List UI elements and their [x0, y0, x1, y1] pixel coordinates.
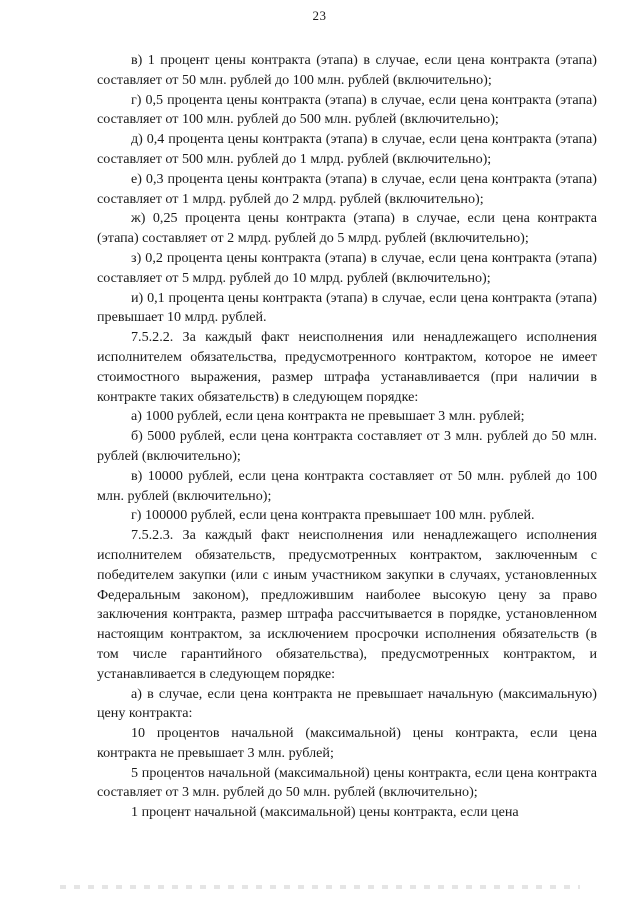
- clause-b-5000-rub: б) 5000 рублей, если цена контракта составляет от 3 млн. рублей до 50 млн. рублей (включительно);: [97, 428, 597, 464]
- section-7-5-2-3: 7.5.2.3. За каждый факт неисполнения или ненадлежащего исполнения исполнителем обязательств, предусмотренных контрактом, заключенным с победителем закупки (или с иным участником закупки в случаях, установленных Федеральным законом), предложившим наиболее высокую цену за право заключения контракта, размер штрафа рассчитывается в порядке, установленном настоящим контрактом, за исключением просрочки исполнения обязательств (в том числе гарантийного обязательства), предусмотренных контрактом, и устанавливается в следующем порядке:: [97, 527, 597, 682]
- clause-v-1-percent: в) 1 процент цены контракта (этапа) в случае, если цена контракта (этапа) составляет от 50 млн. рублей до 100 млн. рублей (включительно);: [97, 52, 597, 88]
- section-7-5-2-2: 7.5.2.2. За каждый факт неисполнения или ненадлежащего исполнения исполнителем обязательства, предусмотренного контрактом, которое не имеет стоимостного выражения, размер штрафа устанавливается (при наличии в контракте таких обязательств) в следующем порядке:: [97, 329, 597, 405]
- clause-5-percent: 5 процентов начальной (максимальной) цены контракта, если цена контракта составляет от 3 млн. рублей до 50 млн. рублей (включительно);: [97, 764, 597, 801]
- clause-1-percent-partial: 1 процент начальной (максимальной) цены контракта, если цена: [131, 804, 519, 821]
- clause-v-10000-rub: в) 10000 рублей, если цена контракта составляет от 50 млн. рублей до 100 млн. рублей (включительно);: [97, 467, 597, 504]
- clause-a-price-not-exceeding: а) в случае, если цена контракта не превышает начальную (максимальную) цену контракта:: [97, 685, 597, 722]
- clause-g-100000-rub: г) 100000 рублей, если цена контракта превышает 100 млн. рублей.: [131, 507, 535, 524]
- scan-artifact-line: [60, 885, 580, 889]
- clause-10-percent: 10 процентов начальной (максимальной) цены контракта, если цена контракта не превышает 3 млн. рублей;: [97, 725, 597, 761]
- clause-z-0-2-percent: з) 0,2 процента цены контракта (этапа) в случае, если цена контракта (этапа) составляет от 5 млрд. рублей до 10 млрд. рублей (включительно);: [97, 249, 597, 286]
- clause-a-1000-rub: а) 1000 рублей, если цена контракта не превышает 3 млн. рублей;: [131, 408, 525, 425]
- clause-d-0-4-percent: д) 0,4 процента цены контракта (этапа) в случае, если цена контракта (этапа) составляет от 500 млн. рублей до 1 млрд. рублей (включительно);: [97, 131, 597, 167]
- clause-g-0-5-percent: г) 0,5 процента цены контракта (этапа) в случае, если цена контракта (этапа) составляет от 100 млн. рублей до 500 млн. рублей (включительно);: [97, 91, 597, 128]
- clause-i-0-1-percent: и) 0,1 процента цены контракта (этапа) в случае, если цена контракта (этапа) превышает 10 млрд. рублей.: [97, 289, 597, 326]
- clause-e-0-3-percent: е) 0,3 процента цены контракта (этапа) в случае, если цена контракта (этапа) составляет от 1 млрд. рублей до 2 млрд. рублей (включительно);: [97, 170, 597, 207]
- document-body: [97, 51, 597, 823]
- clause-zh-0-25-percent: ж) 0,25 процента цены контракта (этапа) в случае, если цена контракта (этапа) составляет от 2 млрд. рублей до 5 млрд. рублей (включительно);: [97, 210, 597, 247]
- page-number: 23: [312, 8, 327, 23]
